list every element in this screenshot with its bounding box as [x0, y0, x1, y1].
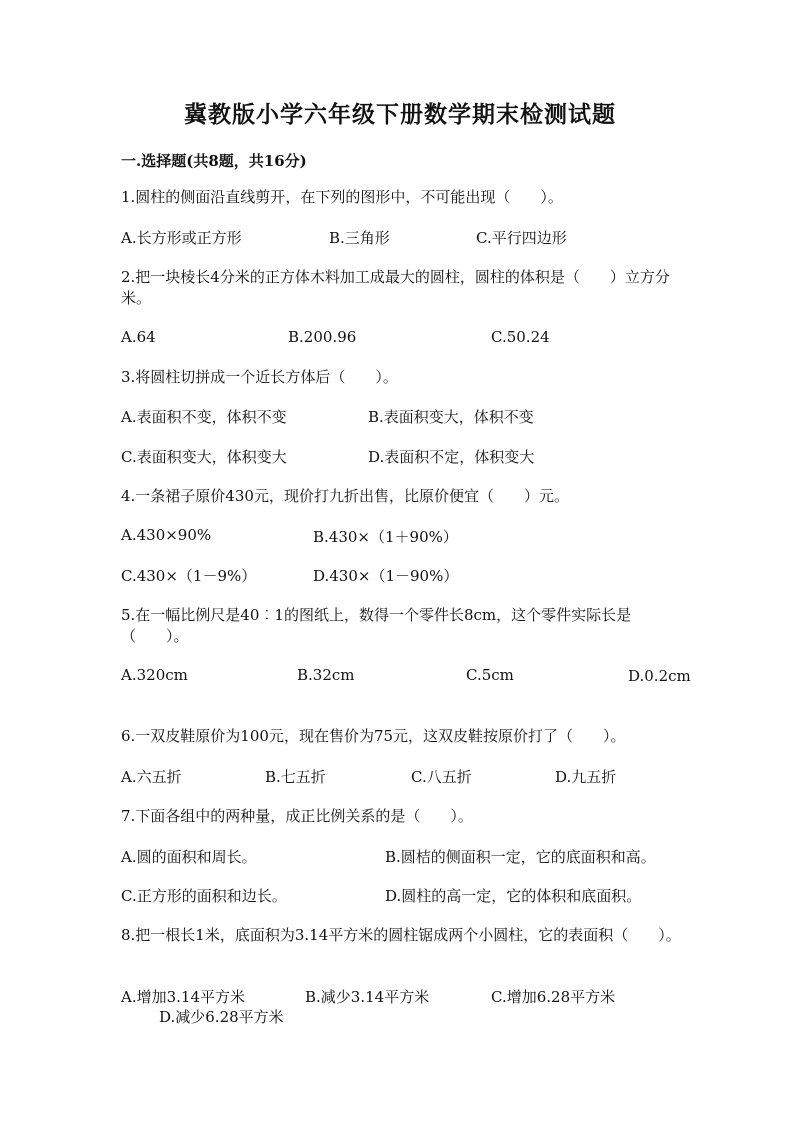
option-a: A.64	[121, 328, 156, 346]
question-7-options-row1	[121, 846, 691, 868]
option-a: A.六五折	[121, 768, 182, 786]
question-6-options	[121, 766, 691, 788]
option-c: C.八五折	[411, 768, 472, 786]
option-c: C.50.24	[491, 328, 550, 346]
question-8-options-row1	[121, 986, 691, 1008]
question-3-options-row1	[121, 406, 691, 428]
page-title: 冀教版小学六年级下册数学期末检测试题	[184, 101, 616, 128]
question-8-options-row2	[121, 1006, 691, 1028]
option-c: C.表面积变大，体积变大	[121, 448, 287, 466]
question-1: 1.圆柱的侧面沿直线剪开，在下列的图形中，不可能出现（ ）。	[121, 188, 563, 206]
question-8: 8.把一根长1米，底面积为3.14平方米的圆柱锯成两个小圆柱，它的表面积（ ）。	[121, 926, 681, 944]
section-heading: 一.选择题(共8题，共16分)	[121, 152, 307, 170]
option-b: B.减少3.14平方米	[305, 988, 430, 1006]
option-a: A.长方形或正方形	[121, 229, 242, 247]
question-4-options-row1	[121, 526, 691, 548]
option-d: D.0.2cm	[628, 667, 691, 685]
question-7-options-row2	[121, 885, 691, 907]
question-2-options	[121, 328, 691, 350]
question-4-options-row2	[121, 565, 691, 587]
option-d: D.九五折	[555, 768, 617, 786]
question-2: 2.把一块棱长4分米的正方体木料加工成最大的圆柱，圆柱的体积是（ ）立方分米。	[121, 268, 670, 307]
question-3-options-row2	[121, 446, 691, 468]
question-5-options	[121, 666, 691, 688]
question-6: 6.一双皮鞋原价为100元，现在售价为75元，这双皮鞋按原价打了（ ）。	[121, 727, 626, 745]
option-a: A.430×90%	[121, 526, 212, 544]
option-d: D.表面积不定，体积变大	[368, 448, 535, 466]
question-3: 3.将圆柱切拼成一个近长方体后（ ）。	[121, 368, 398, 386]
question-1-options	[121, 227, 691, 249]
option-d: D.圆柱的高一定，它的体积和底面积。	[385, 887, 642, 905]
option-b: B.七五折	[265, 768, 326, 786]
question-5: 5.在一幅比例尺是40︰1的图纸上，数得一个零件长8cm，这个零件实际长是（ ）。	[121, 606, 632, 645]
option-c: C.正方形的面积和边长。	[121, 887, 287, 905]
option-b: B.三角形	[329, 229, 390, 247]
option-c: C.平行四边形	[476, 229, 567, 247]
option-b: B.32cm	[297, 666, 355, 684]
option-b: B.圆桔的侧面积一定，它的底面积和高。	[385, 848, 656, 866]
question-7: 7.下面各组中的两种量，成正比例关系的是（ ）。	[121, 807, 473, 825]
option-a: A.表面积不变，体积不变	[121, 408, 287, 426]
option-c: C.430×（1－9%）	[121, 567, 257, 585]
option-a: A.增加3.14平方米	[121, 988, 245, 1006]
option-b: B.表面积变大，体积不变	[368, 408, 534, 426]
option-b: B.200.96	[288, 328, 357, 346]
option-d: D.减少6.28平方米	[159, 1008, 284, 1026]
option-d: D.430×（1－90%）	[313, 567, 459, 585]
question-4: 4.一条裙子原价430元，现价打九折出售，比原价便宜（ ）元。	[121, 487, 569, 505]
option-c: C.5cm	[466, 666, 514, 684]
option-b: B.430×（1＋90%）	[313, 528, 458, 546]
option-c: C.增加6.28平方米	[491, 988, 616, 1006]
option-a: A.320cm	[121, 666, 188, 684]
option-a: A.圆的面积和周长。	[121, 848, 257, 866]
